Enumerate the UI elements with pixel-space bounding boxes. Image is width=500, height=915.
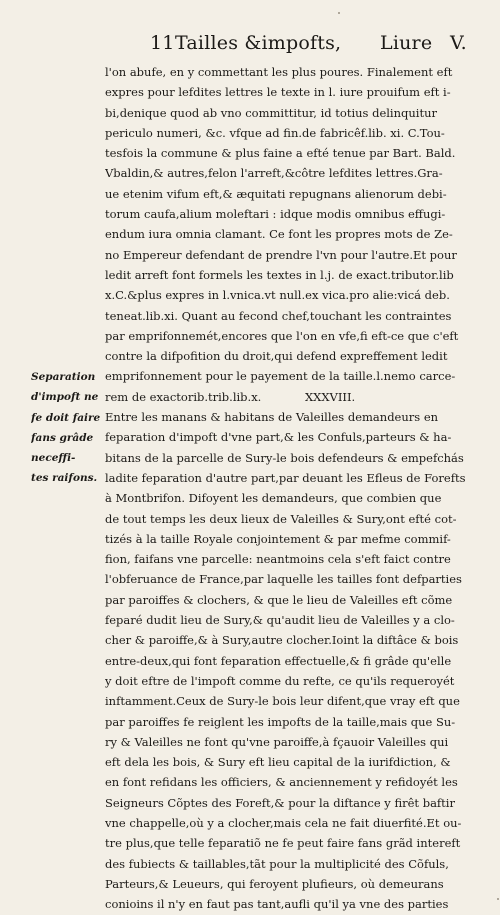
text-line: Entre les manans & habitans de Valeilles demandeurs en xyxy=(105,410,439,425)
text-line: par paroiffes & clochers, & que le lieu de Valeilles eft cõme xyxy=(105,592,453,607)
text-line-with-section-marker xyxy=(105,387,497,407)
text-line: eft dela les bois, & Sury eft lieu capital de la iurifdiction, & xyxy=(105,755,451,770)
text-line: des fubiects & taillables,tãt pour la multiplicité des Cõfuls, xyxy=(105,856,449,871)
text-line: en font refidans les officiers, & anciennement y refidoyét les xyxy=(105,775,458,790)
margin-note-line: fe doit faire xyxy=(31,411,101,424)
text-line: periculo numeri, &c. vfque ad fin.de fabricêf.lib. xi. C.Tou- xyxy=(105,125,445,140)
text-line: l'obferuance de France,par laquelle les tailles font defparties xyxy=(105,572,462,587)
text-line: emprifonnement pour le payement de la taille.l.nemo carce- xyxy=(105,369,456,384)
running-title: Tailles &impofts, xyxy=(175,32,342,54)
margin-note xyxy=(31,367,107,489)
text-line: par emprifonnemét,encores que l'on en vfe,fi eft-ce que c'eft xyxy=(105,328,459,343)
text-line: par paroiffes fe reiglent les impofts de la taille,mais que Su- xyxy=(105,714,456,729)
text-line: endum iura omnia clamant. Ce font les propres mots de Ze- xyxy=(105,227,453,242)
section-marker: XXXVIII. xyxy=(305,389,356,404)
text-line: teneat.lib.xi. Quant au fecond chef,touchant les contraintes xyxy=(105,308,452,323)
margin-note-line: d'impoft ne xyxy=(31,391,99,404)
text-line: bi,denique quod ab vno committitur, id totius delinquitur xyxy=(105,105,437,120)
text-line: inftamment.Ceux de Sury-le bois leur difent,que vray eft que xyxy=(105,694,460,709)
text-line: fion, faifans vne parcelle: neantmoins cela s'eft faict contre xyxy=(105,552,451,567)
margin-note-line: fans grâde xyxy=(31,431,94,444)
text-line: bitans de la parcelle de Sury-le bois defendeurs & empefchás xyxy=(105,450,464,465)
text-line: torum caufa,alium moleftari : idque modis omnibus effugi- xyxy=(105,207,446,222)
text-line: ledit arreft font formels les textes in l.j. de exact.tributor.lib xyxy=(105,267,454,282)
paper-speck xyxy=(497,898,499,900)
text-line: tizés à la taille Royale conjointement & par mefme commif- xyxy=(105,531,451,546)
text-line: expres pour lefdites lettres le texte in l. iure prouifum eft i- xyxy=(105,85,451,100)
page-number: 11 xyxy=(150,32,175,54)
text-line: de tout temps les deux lieux de Valeilles & Sury,ont efté cot- xyxy=(105,511,457,526)
text-line-fragment: rem de exactorib.trib.lib.x. xyxy=(105,389,262,404)
main-text-block xyxy=(105,62,497,914)
text-line: feparé dudit lieu de Sury,& qu'audit lieu de Valeilles y a clo- xyxy=(105,613,455,628)
text-line: Vbaldin,& autres,felon l'arreft,&côtre lefdites lettres.Gra- xyxy=(105,166,443,181)
text-line: Seigneurs Cõptes des Foreft,& pour la diftance y firêt baftir xyxy=(105,795,455,810)
paper-speck xyxy=(338,12,340,14)
text-line: vne chappelle,où y a clocher,mais cela ne fait diuerfité.Et ou- xyxy=(105,815,462,830)
text-line: tre plus,que telle feparatiõ ne fe peut faire fans grãd intereft xyxy=(105,836,461,851)
text-line: no Empereur defendant de prendre l'vn pour l'autre.Et pour xyxy=(105,247,457,262)
margin-note-line: neceffi- xyxy=(31,452,76,465)
text-line: ue etenim vifum eft,& æquitati repugnans alienorum debi- xyxy=(105,186,447,201)
text-line: cher & paroiffe,& à Sury,autre clocher.Ioint la diftâce & bois xyxy=(105,633,459,648)
text-line: feparation d'impoft d'vne part,& les Confuls,parteurs & ha- xyxy=(105,430,452,445)
text-line: x.C.&plus expres in l.vnica.vt null.ex vica.pro alie:vicá deb. xyxy=(105,288,450,303)
text-line: contre la difpofition du droit,qui defend expreffement ledit xyxy=(105,349,448,364)
text-line: l'on abufe, en y commettant les plus poures. Finalement eft xyxy=(105,65,453,79)
margin-note-line: Separation xyxy=(31,371,96,383)
text-line: y doit eftre de l'impoft comme du refte, ce qu'ils requeroyét xyxy=(105,673,455,688)
running-book-label: Liure xyxy=(380,32,433,54)
text-line: Parteurs,& Leueurs, qui feroyent plufieurs, où demeurans xyxy=(105,876,444,891)
text-line: à Montbrifon. Difoyent les demandeurs, que combien que xyxy=(105,491,442,506)
running-header xyxy=(150,32,480,56)
text-line: ry & Valeilles ne font qu'vne paroiffe,à fçauoir Valeilles qui xyxy=(105,734,449,749)
running-book-number: V. xyxy=(450,32,467,54)
margin-note-line: tes raifons. xyxy=(31,472,98,485)
text-line: entre-deux,qui font feparation effectuelle,& fi grâde qu'elle xyxy=(105,653,452,668)
text-line: tesfois la commune & plus faine a efté tenue par Bart. Bald. xyxy=(105,146,456,161)
text-line: ladite feparation d'autre part,par deuant les Efleus de Forefts xyxy=(105,470,466,485)
text-line: conioins il n'y en faut pas tant,aufli qu'il ya vne des parties xyxy=(105,897,449,912)
